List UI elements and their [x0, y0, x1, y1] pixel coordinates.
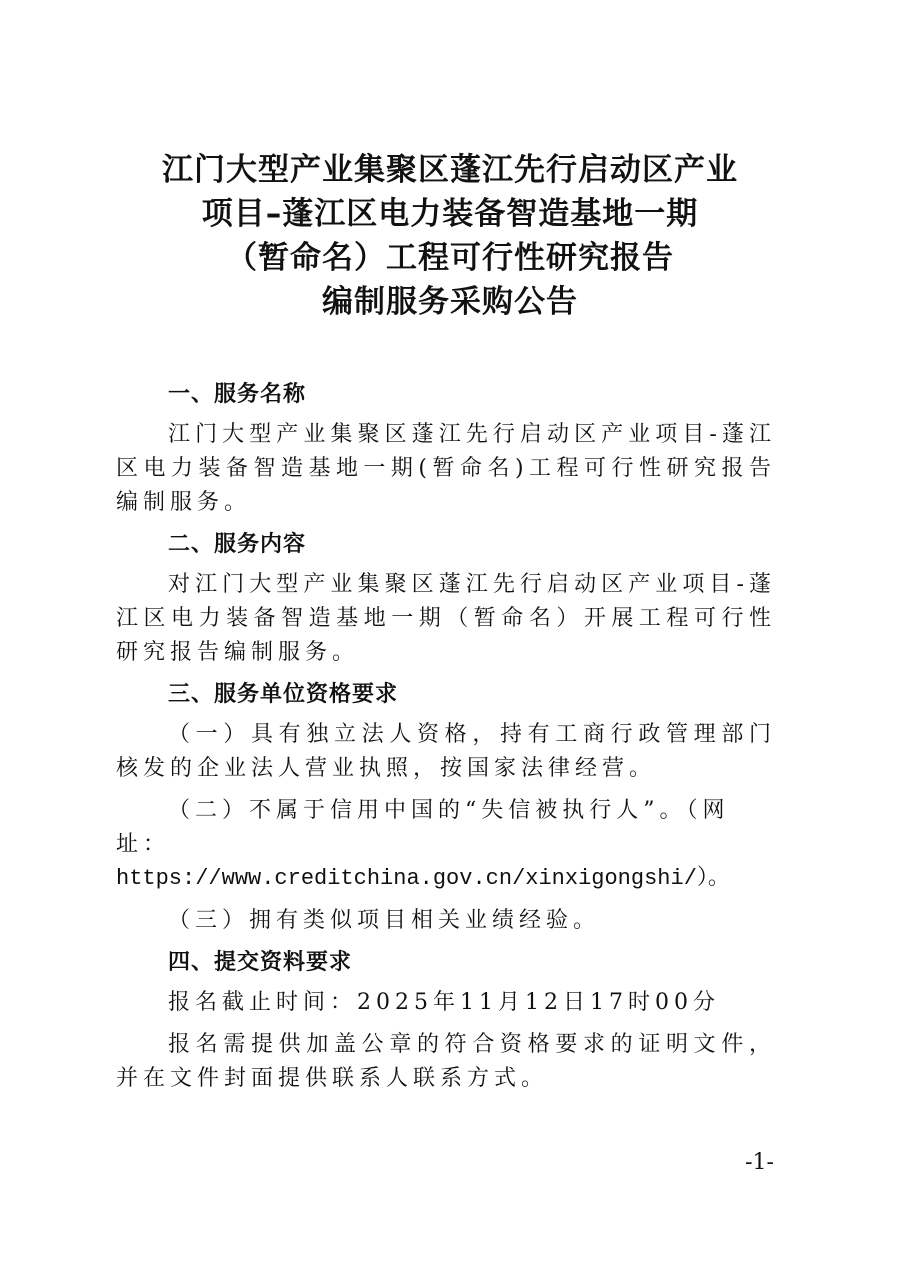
page-number: -1-	[745, 1150, 774, 1175]
section-heading-submission: 四、提交资料要求	[168, 950, 353, 975]
title-line: （暂命名）工程可行性研究报告	[226, 240, 674, 276]
title-line: 江门大型产业集聚区蓬江先行启动区产业	[162, 152, 738, 188]
section-heading-service-content: 二、服务内容	[168, 532, 307, 557]
paragraph: （三）拥有类似项目相关业绩经验。	[168, 908, 601, 933]
paragraph: （二）不属于信用中国的“失信被执行人”。（网址：	[116, 798, 730, 857]
paragraph: （一）具有独立法人资格，持有工商行政管理部门核发的企业法人营业执照，按国家法律经营。	[116, 722, 776, 781]
title-line: 编制服务采购公告	[322, 284, 578, 320]
document-body	[116, 378, 776, 1104]
deadline-text: 报名截止时间：2025年11月12日17时00分	[168, 990, 720, 1015]
section-heading-service-name: 一、服务名称	[168, 382, 307, 407]
paragraph: 江门大型产业集聚区蓬江先行启动区产业项目-蓬江区电力装备智造基地一期(暂命名)工程可行性研究报告编制服务。	[116, 422, 776, 515]
url-link[interactable]: https://www.creditchina.gov.cn/xinxigongshi/）。	[116, 866, 730, 891]
paragraph: 报名需提供加盖公章的符合资格要求的证明文件，并在文件封面提供联系人联系方式。	[116, 1032, 776, 1091]
title-line: 项目–蓬江区电力装备智造基地一期	[201, 196, 699, 232]
paragraph: 对江门大型产业集聚区蓬江先行启动区产业项目-蓬江区电力装备智造基地一期（暂命名）开展工程可行性研究报告编制服务。	[116, 572, 776, 665]
document-title	[0, 148, 900, 324]
section-heading-qualifications: 三、服务单位资格要求	[168, 682, 399, 707]
